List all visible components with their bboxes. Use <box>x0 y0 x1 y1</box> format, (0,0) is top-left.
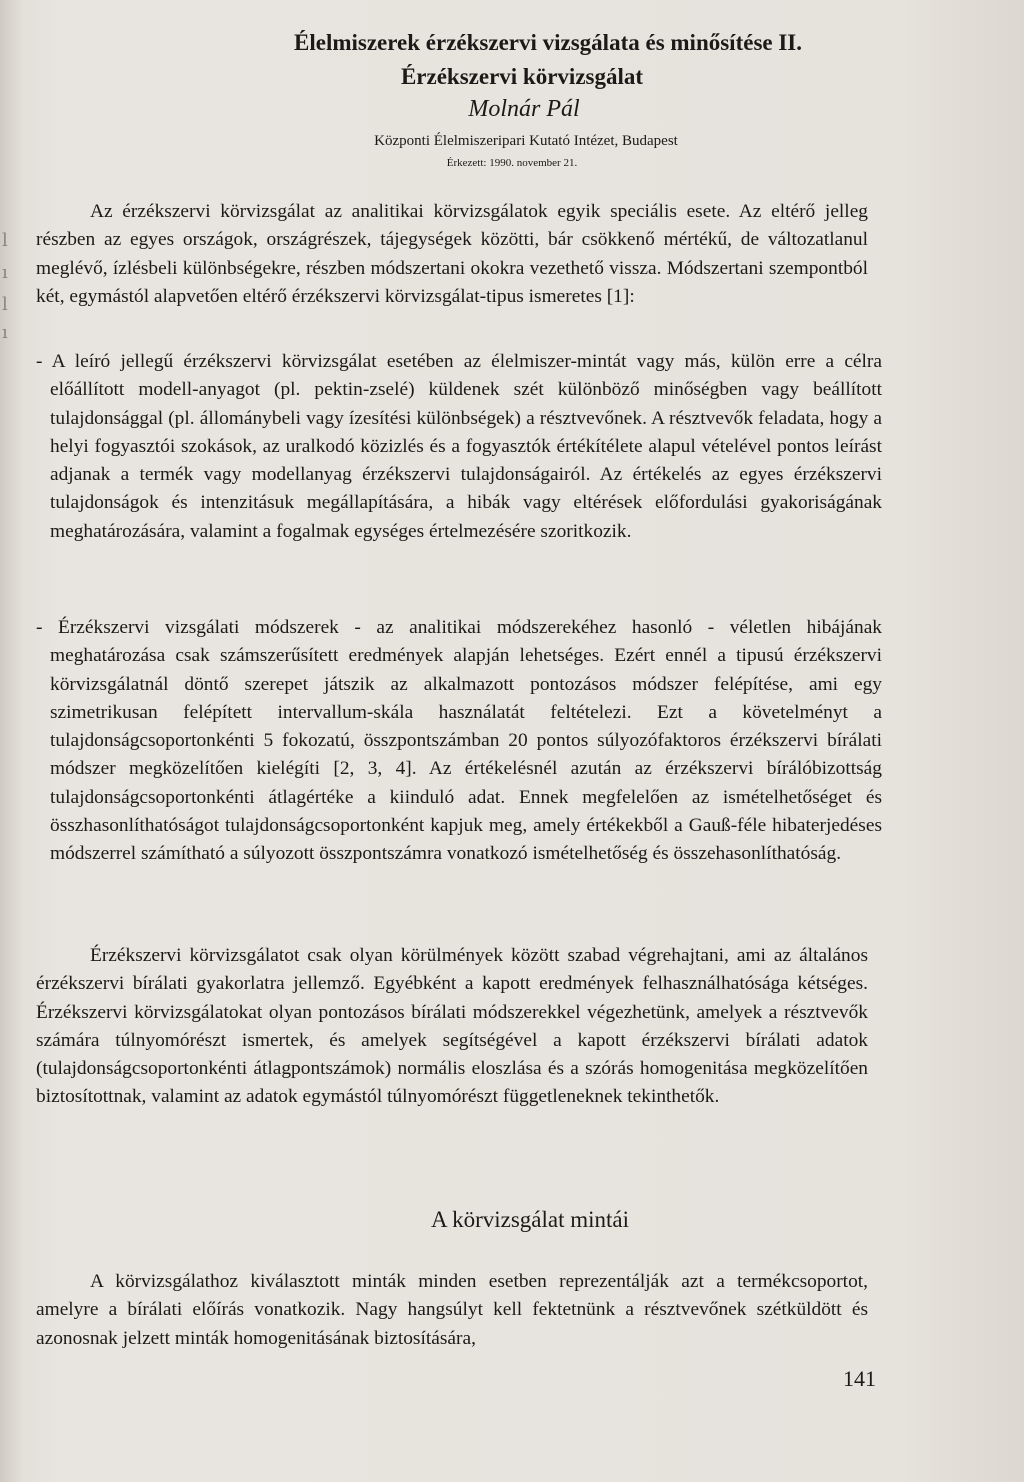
bleed-mark: ı <box>2 322 8 343</box>
body-paragraph-conditions: Érzékszervi körvizsgálatot csak olyan körülmények között szabad végrehajtani, ami az általános érzékszervi bírálati gyakorlatra jellemző. Egyébként a kapott eredmények felhasználhatósága kétséges. Érzékszervi körvizsgálatokat olyan pontozásos bírálati módszerekkel végezhetünk, amelyek a résztvevők számára túlnyomórészt ismertek, és amelyek segítségével a kapott érzékszervi bírálati adatok (tulajdonságcsoportonkénti átlagpontszámok) normális eloszlása és a szórás homogenitása megközelítően biztosítottnak, valamint az adatok egymástól túlnyomórészt függetleneknek tekinthetők. <box>36 945 868 1108</box>
bleed-mark: ı <box>2 262 8 283</box>
body-paragraph-samples: A körvizsgálathoz kiválasztott minták minden esetben reprezentálják azt a termékcsoportot, amelyre a bírálati előírás vonatkozik. Nagy hangsúlyt kell fektetnünk a résztvevőnek szétküldött és azonosnak jelzett minták homogenitásának biztosítására, <box>36 1271 868 1349</box>
article-subtitle: Érzékszervi körvizsgálat <box>400 64 644 89</box>
section-heading: A körvizsgálat mintái <box>430 1207 629 1232</box>
page-number: 141 <box>843 1366 876 1391</box>
intro-paragraph: Az érzékszervi körvizsgálat az analitikai körvizsgálatok egyik speciális esete. Az eltérő jelleg részben az egyes országok, országrészek, tájegységek közötti, bár csökkenő mértékű, de változatlanul meglévő, ízlésbeli különbségekre, részben módszertani okokra vezethető vissza. Módszertani szempontból két, egymástól alapvetően eltérő érzékszervi körvizsgálat-tipus ismeretes [1]: <box>36 201 868 307</box>
bullet-item-scoring: - Érzékszervi vizsgálati módszerek - az analitikai módszerekéhez hasonló - véletlen hibájának meghatározása csak számszerűsített eredmények alapján lehetséges. Ezért ennél a tipusú érzékszervi körvizsgálatnál döntő szerepet játszik az alkalmazott pontozásos módszer felépítése, ami egy szimetrikusan felépített intervallum-skála használatát feltételezi. Ezt a követelményt a tulajdonságcsoportonkénti 5 fokozatú, összpontszámban 20 pontos súlyozófaktoros érzékszervi bírálati módszer megközelítően kielégíti [2, 3, 4]. Az értékelésnél azután az érzékszervi bírálóbizottság tulajdonságcsoportonkénti átlagértéke a kiinduló adat. Ennek megfelelően az ismételhetőséget és összhasonlíthatóságot tulajdonságcsoportonként kapjuk meg, amely értékekből a Gauß-féle hibaterjedéses módszerrel számítható a súlyozott összpontszámra vonatkozó ismételhetőség és összehasonlíthatóság. <box>36 617 882 865</box>
affiliation: Központi Élelmiszeripari Kutató Intézet, Budapest <box>374 133 678 149</box>
bleed-mark: l <box>2 294 8 315</box>
article-title: Élelmiszerek érzékszervi vizsgálata és minősítése II. <box>294 30 802 55</box>
author-name: Molnár Pál <box>468 96 580 122</box>
received-date: Érkezett: 1990. november 21. <box>446 157 578 169</box>
bleed-mark: l <box>2 230 8 251</box>
bullet-item-descriptive: - A leíró jellegű érzékszervi körvizsgálat esetében az élelmiszer-mintát vagy más, külön erre a célra előállított modell-anyagot (pl. pektin-zselé) küldenek szét különböző minőségben vagy beállított tulajdonsággal (pl. állománybeli vagy ízesítési különbségek) a résztvevőnek. A résztvevők feladata, hogy a helyi fogyasztói szokások, az uralkodó közizlés és a fogyasztók értékítélete alapul vételével pontos leírást adjanak a termék vagy modellanyag érzékszervi tulajdonságairól. Az értékelés az egyes érzékszervi tulajdonságok és intenzitásuk megállapítására, a hibák vagy eltérések előfordulási gyakoriságának meghatározására, valamint a fogalmak egységes értelmezésére szoritkozik. <box>36 351 882 542</box>
